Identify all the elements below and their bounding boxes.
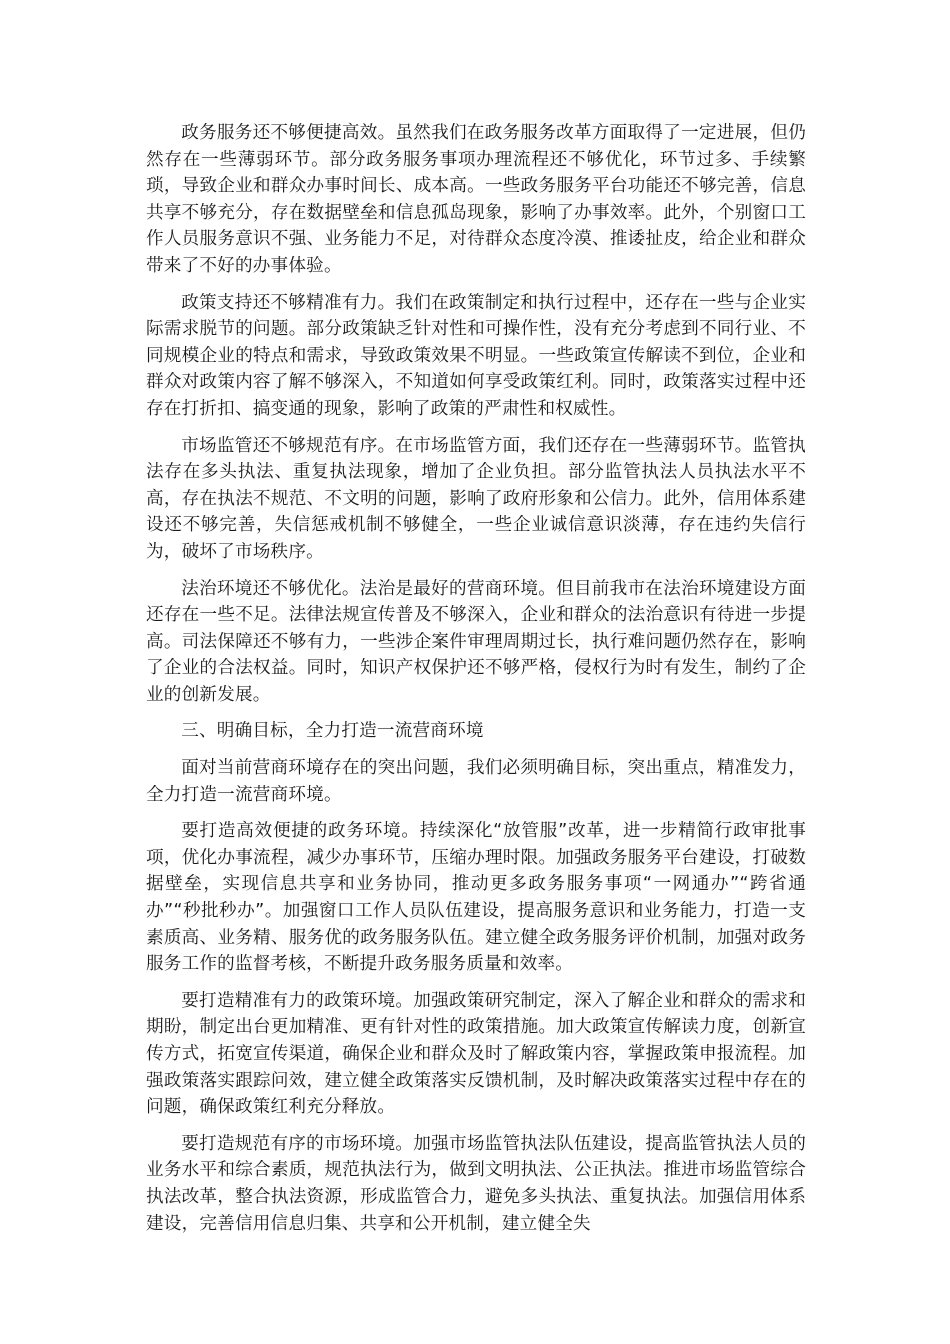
paragraph-precise-policy: 要打造精准有力的政策环境。加强政策研究制定，深入了解企业和群众的需求和期盼，制定出台更加精准、更有针对性的政策措施。加大政策宣传解读力度，创新宣传方式，拓宽宣传渠道，确保企业和群众及时了解政策内容，掌握政策申报流程。加强政策落实跟踪问效，建立健全政策落实反馈机制，及时解决政策落实过程中存在的问题，确保政策红利充分释放。	[146, 990, 806, 1118]
paragraph-goal-intro: 面对当前营商环境存在的突出问题，我们必须明确目标，突出重点，精准发力，全力打造一流营商环境。	[146, 758, 806, 805]
paragraph-efficient-government: 要打造高效便捷的政务环境。持续深化“放管服”改革，进一步精简行政审批事项，优化办事流程，减少办事环节，压缩办理时限。加强政务服务平台建设，打破数据壁垒，实现信息共享和业务协同，推动更多政务服务事项“一网通办”“跨省通办”“秒批秒办”。加强窗口工作人员队伍建设，提高服务意识和业务能力，打造一支素质高、业务精、服务优的政务服务队伍。建立健全政务服务评价机制，加强对政务服务工作的监督考核，不断提升政务服务质量和效率。	[146, 821, 806, 975]
section-heading: 三、明确目标，全力打造一流营商环境	[181, 721, 484, 742]
paragraph-orderly-market: 要打造规范有序的市场环境。加强市场监管执法队伍建设，提高监管执法人员的业务水平和综合素质，规范执法行为，做到文明执法、公正执法。推进市场监管综合执法改革，整合执法资源，形成监管合力，避免多头执法、重复执法。加强信用体系建设，完善信用信息归集、共享和公开机制，建立健全失	[146, 1133, 806, 1234]
paragraph-market-supervision: 市场监管还不够规范有序。在市场监管方面，我们还存在一些薄弱环节。监管执法存在多头执法、重复执法现象，增加了企业负担。部分监管执法人员执法水平不高，存在执法不规范、不文明的问题，影响了政府形象和公信力。此外，信用体系建设还不够完善，失信惩戒机制不够健全，一些企业诚信意识淡薄，存在违约失信行为，破坏了市场秩序。	[146, 435, 806, 562]
paragraph-government-services: 政务服务还不够便捷高效。虽然我们在政务服务改革方面取得了一定进展，但仍然存在一些薄弱环节。部分政务服务事项办理流程还不够优化，环节过多、手续繁琐，导致企业和群众办事时间长、成本高。一些政务服务平台功能还不够完善，信息共享不够充分，存在数据壁垒和信息孤岛现象，影响了办事效率。此外，个别窗口工作人员服务意识不强、业务能力不足，对待群众态度冷漠、推诿扯皮，给企业和群众带来了不好的办事体验。	[146, 123, 806, 276]
paragraph-policy-support: 政策支持还不够精准有力。我们在政策制定和执行过程中，还存在一些与企业实际需求脱节的问题。部分政策缺乏针对性和可操作性，没有充分考虑到不同行业、不同规模企业的特点和需求，导致政策效果不明显。一些政策宣传解读不到位，企业和群众对政策内容了解不够深入，不知道如何享受政策红利。同时，政策落实过程中还存在打折扣、搞变通的现象，影响了政策的严肃性和权威性。	[146, 292, 806, 419]
paragraph-legal-environment: 法治环境还不够优化。法治是最好的营商环境。但目前我市在法治环境建设方面还存在一些不足。法律法规宣传普及不够深入，企业和群众的法治意识有待进一步提高。司法保障还不够有力，一些涉企案件审理周期过长，执行难问题仍然存在，影响了企业的合法权益。同时，知识产权保护还不够严格，侵权行为时有发生，制约了企业的创新发展。	[146, 578, 806, 705]
document-body	[146, 120, 806, 1247]
